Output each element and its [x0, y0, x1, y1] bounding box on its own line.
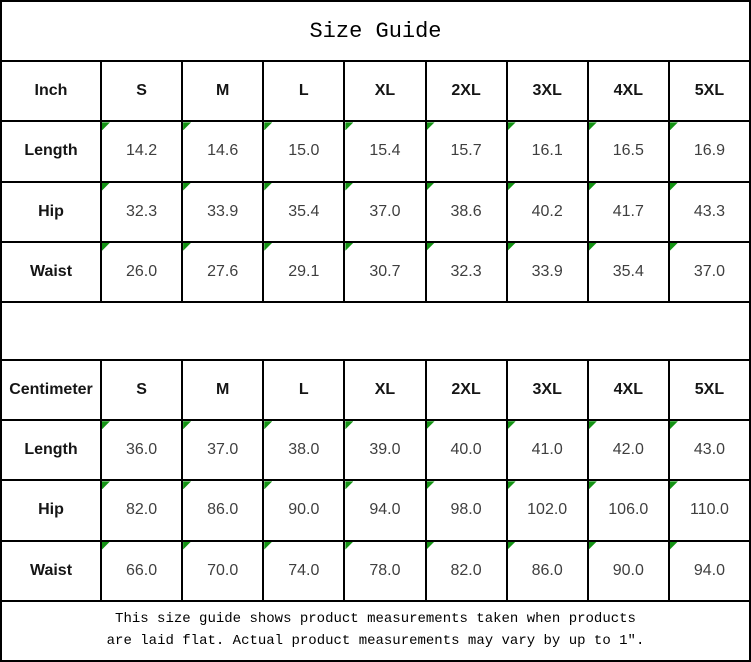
size-header-l: L	[263, 61, 344, 121]
green-corner-flag-icon	[345, 122, 353, 130]
measurement-value: 15.0	[288, 142, 320, 160]
green-corner-flag-icon	[183, 542, 191, 550]
row-label-length: Length	[1, 121, 101, 181]
value-cell	[344, 121, 425, 181]
measurement-value: 30.7	[369, 262, 401, 280]
green-corner-flag-icon	[670, 122, 678, 130]
value-cell	[426, 121, 507, 181]
green-corner-flag-icon	[508, 481, 516, 489]
measurement-value: 40.0	[450, 441, 482, 459]
value-cell	[344, 420, 425, 480]
green-corner-flag-icon	[345, 183, 353, 191]
measurement-value: 33.9	[207, 202, 239, 220]
green-corner-flag-icon	[345, 542, 353, 550]
value-cell	[588, 480, 669, 540]
spacer-cell	[1, 302, 750, 360]
row-label-hip: Hip	[1, 182, 101, 242]
measurement-value: 14.2	[125, 142, 158, 160]
green-corner-flag-icon	[102, 243, 110, 251]
value-cell	[263, 242, 344, 302]
measurement-value: 74.0	[288, 561, 320, 579]
green-corner-flag-icon	[589, 421, 597, 429]
size-header-5xl: 5XL	[669, 61, 750, 121]
measurement-value: 38.6	[450, 202, 482, 220]
green-corner-flag-icon	[102, 421, 110, 429]
green-corner-flag-icon	[589, 481, 597, 489]
value-cell	[263, 480, 344, 540]
green-corner-flag-icon	[427, 542, 435, 550]
green-corner-flag-icon	[183, 122, 191, 130]
measurement-value: 39.0	[369, 441, 401, 459]
green-corner-flag-icon	[183, 481, 191, 489]
measurement-value: 98.0	[450, 501, 482, 519]
cm-hip-row	[1, 480, 750, 540]
green-corner-flag-icon	[589, 243, 597, 251]
value-cell	[101, 541, 182, 601]
value-cell	[344, 541, 425, 601]
green-corner-flag-icon	[670, 542, 678, 550]
measurement-value: 106.0	[608, 501, 649, 519]
value-cell	[344, 480, 425, 540]
value-cell	[669, 541, 750, 601]
size-header-s: S	[101, 61, 182, 121]
cm-length-row	[1, 420, 750, 480]
value-cell	[588, 121, 669, 181]
title-row	[1, 1, 750, 61]
green-corner-flag-icon	[508, 243, 516, 251]
value-cell	[182, 121, 263, 181]
measurement-value: 16.1	[531, 142, 563, 160]
value-cell	[426, 242, 507, 302]
inch-waist-row	[1, 242, 750, 302]
green-corner-flag-icon	[508, 421, 516, 429]
footnote-row	[1, 601, 750, 661]
size-header-m: M	[182, 61, 263, 121]
value-cell	[507, 242, 588, 302]
value-cell	[101, 420, 182, 480]
value-cell	[182, 420, 263, 480]
value-cell	[344, 242, 425, 302]
green-corner-flag-icon	[264, 243, 272, 251]
measurement-value: 94.0	[693, 561, 725, 579]
green-corner-flag-icon	[670, 183, 678, 191]
green-corner-flag-icon	[345, 243, 353, 251]
page-title: Size Guide	[1, 1, 750, 61]
value-cell	[507, 420, 588, 480]
row-label-length: Length	[1, 420, 101, 480]
value-cell	[588, 541, 669, 601]
green-corner-flag-icon	[427, 243, 435, 251]
measurement-value: 78.0	[369, 561, 401, 579]
measurement-value: 90.0	[288, 501, 320, 519]
row-label-waist: Waist	[1, 242, 101, 302]
measurement-value: 86.0	[207, 501, 239, 519]
green-corner-flag-icon	[264, 481, 272, 489]
size-header-4xl: 4XL	[588, 61, 669, 121]
green-corner-flag-icon	[264, 421, 272, 429]
value-cell	[263, 541, 344, 601]
value-cell	[507, 121, 588, 181]
value-cell	[426, 480, 507, 540]
measurement-value: 37.0	[369, 202, 401, 220]
measurement-value: 38.0	[288, 441, 320, 459]
cm-header-row	[1, 360, 750, 420]
green-corner-flag-icon	[264, 122, 272, 130]
green-corner-flag-icon	[183, 243, 191, 251]
measurement-value: 43.3	[693, 202, 725, 220]
measurement-value: 90.0	[612, 561, 644, 579]
value-cell	[101, 480, 182, 540]
value-cell	[669, 182, 750, 242]
measurement-value: 32.3	[450, 262, 482, 280]
green-corner-flag-icon	[589, 122, 597, 130]
measurement-value: 32.3	[125, 202, 158, 220]
inch-hip-row	[1, 182, 750, 242]
measurement-value: 66.0	[125, 561, 158, 579]
size-header-4xl: 4XL	[588, 360, 669, 420]
size-header-2xl: 2XL	[426, 61, 507, 121]
value-cell	[263, 121, 344, 181]
green-corner-flag-icon	[427, 481, 435, 489]
measurement-value: 41.0	[531, 441, 563, 459]
size-header-3xl: 3XL	[507, 360, 588, 420]
green-corner-flag-icon	[670, 421, 678, 429]
green-corner-flag-icon	[183, 421, 191, 429]
measurement-value: 40.2	[531, 202, 563, 220]
value-cell	[588, 182, 669, 242]
measurement-value: 82.0	[450, 561, 482, 579]
value-cell	[182, 480, 263, 540]
measurement-value: 102.0	[527, 501, 568, 519]
green-corner-flag-icon	[345, 421, 353, 429]
value-cell	[101, 121, 182, 181]
value-cell	[182, 541, 263, 601]
green-corner-flag-icon	[264, 183, 272, 191]
green-corner-flag-icon	[589, 183, 597, 191]
value-cell	[101, 182, 182, 242]
measurement-value: 36.0	[125, 441, 158, 459]
measurement-value: 35.4	[288, 202, 320, 220]
green-corner-flag-icon	[427, 421, 435, 429]
green-corner-flag-icon	[670, 243, 678, 251]
measurement-value: 70.0	[207, 561, 239, 579]
green-corner-flag-icon	[508, 542, 516, 550]
green-corner-flag-icon	[427, 183, 435, 191]
measurement-value: 14.6	[207, 142, 239, 160]
value-cell	[263, 420, 344, 480]
green-corner-flag-icon	[102, 183, 110, 191]
value-cell	[669, 242, 750, 302]
value-cell	[344, 182, 425, 242]
measurement-value: 86.0	[531, 561, 563, 579]
measurement-value: 26.0	[125, 262, 158, 280]
inch-header-row	[1, 61, 750, 121]
measurement-value: 27.6	[207, 262, 239, 280]
value-cell	[507, 182, 588, 242]
footnote-line2: are laid flat. Actual product measurements may vary by up to 1″.	[106, 632, 645, 649]
size-header-l: L	[263, 360, 344, 420]
measurement-value: 42.0	[612, 441, 644, 459]
row-label-waist: Waist	[1, 541, 101, 601]
footnote-line1: This size guide shows product measurements taken when products	[115, 611, 636, 628]
size-header-s: S	[101, 360, 182, 420]
value-cell	[669, 480, 750, 540]
measurement-value: 29.1	[288, 262, 320, 280]
measurement-value: 16.5	[612, 142, 644, 160]
green-corner-flag-icon	[427, 122, 435, 130]
row-label-hip: Hip	[1, 480, 101, 540]
value-cell	[263, 182, 344, 242]
size-header-5xl: 5XL	[669, 360, 750, 420]
inch-length-row	[1, 121, 750, 181]
measurement-value: 110.0	[690, 501, 729, 519]
value-cell	[426, 420, 507, 480]
green-corner-flag-icon	[589, 542, 597, 550]
value-cell	[669, 121, 750, 181]
value-cell	[507, 480, 588, 540]
measurement-value: 15.7	[450, 142, 482, 160]
spacer-row	[1, 302, 750, 360]
value-cell	[588, 242, 669, 302]
value-cell	[426, 182, 507, 242]
measurement-value: 16.9	[693, 142, 725, 160]
measurement-value: 94.0	[369, 501, 401, 519]
measurement-value: 43.0	[693, 441, 725, 459]
footnote	[1, 601, 750, 661]
green-corner-flag-icon	[102, 481, 110, 489]
green-corner-flag-icon	[345, 481, 353, 489]
green-corner-flag-icon	[264, 542, 272, 550]
measurement-value: 82.0	[125, 501, 158, 519]
green-corner-flag-icon	[508, 183, 516, 191]
value-cell	[101, 242, 182, 302]
green-corner-flag-icon	[102, 122, 110, 130]
measurement-value: 41.7	[612, 202, 644, 220]
size-header-xl: XL	[344, 360, 425, 420]
measurement-value: 15.4	[369, 142, 401, 160]
size-header-xl: XL	[344, 61, 425, 121]
cm-waist-row	[1, 541, 750, 601]
value-cell	[507, 541, 588, 601]
value-cell	[588, 420, 669, 480]
measurement-value: 37.0	[207, 441, 239, 459]
value-cell	[426, 541, 507, 601]
measurement-value: 35.4	[612, 262, 644, 280]
green-corner-flag-icon	[508, 122, 516, 130]
value-cell	[182, 242, 263, 302]
measurement-value: 37.0	[693, 262, 725, 280]
size-header-2xl: 2XL	[426, 360, 507, 420]
unit-header-centimeter: Centimeter	[1, 360, 101, 420]
value-cell	[182, 182, 263, 242]
value-cell	[669, 420, 750, 480]
green-corner-flag-icon	[102, 542, 110, 550]
size-header-m: M	[182, 360, 263, 420]
size-header-3xl: 3XL	[507, 61, 588, 121]
measurement-value: 33.9	[531, 262, 563, 280]
green-corner-flag-icon	[670, 481, 678, 489]
unit-header-inch: Inch	[1, 61, 101, 121]
green-corner-flag-icon	[183, 183, 191, 191]
